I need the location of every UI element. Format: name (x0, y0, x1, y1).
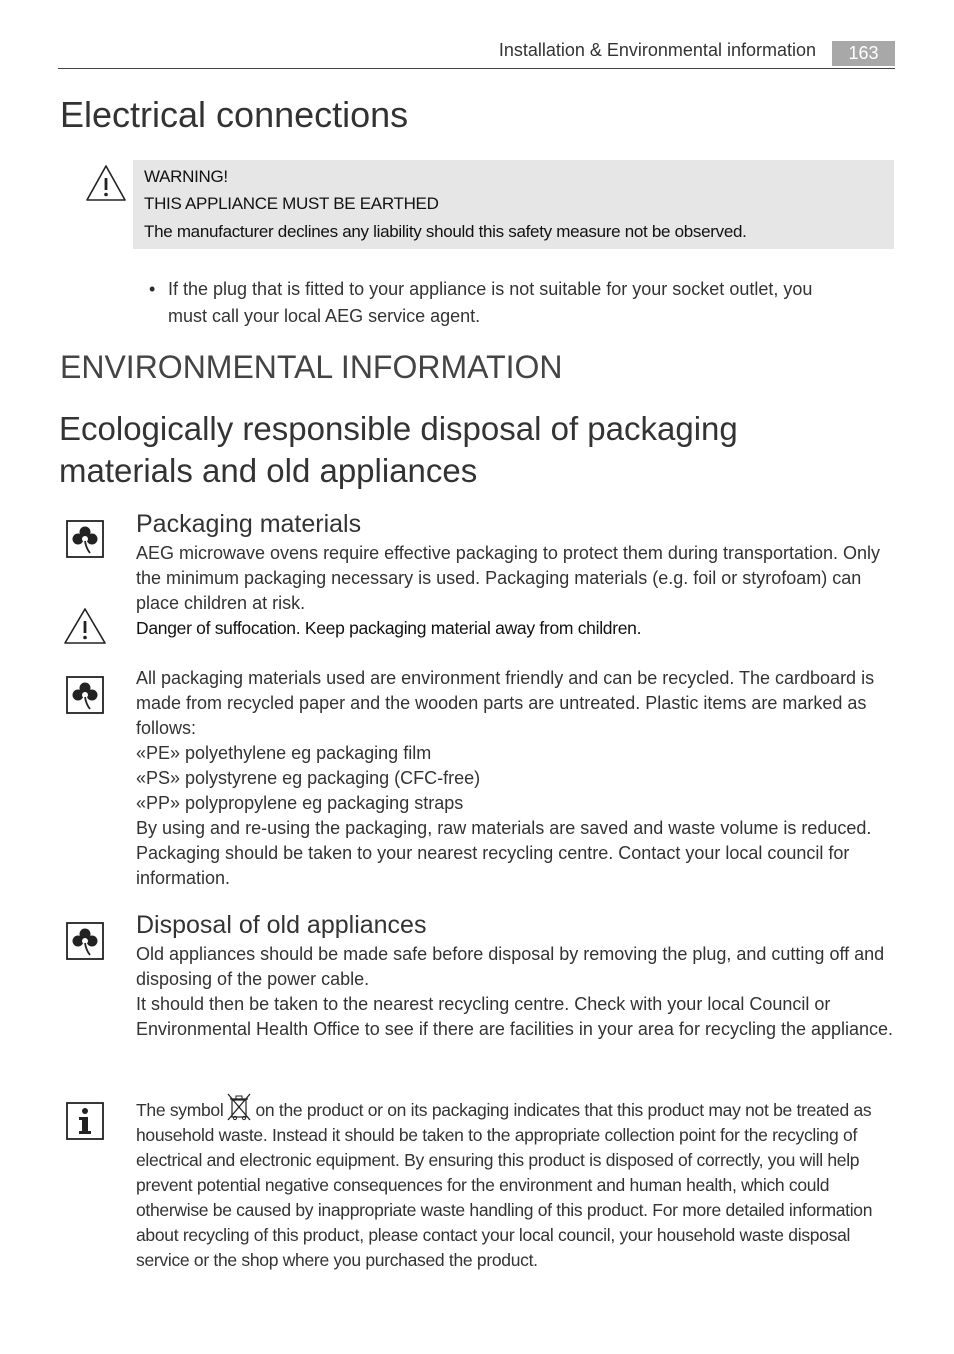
warning-liability: The manufacturer declines any liability should this safety measure not be observed. (144, 222, 747, 241)
electrical-title: Electrical connections (60, 94, 409, 135)
warning-label: WARNING! (144, 167, 228, 186)
running-header: Installation & Environmental information (498, 40, 816, 60)
recycling-pe: «PE» polyethylene eg packaging film (136, 743, 432, 763)
old-appliances-title: Disposal of old appliances (136, 911, 427, 939)
old-appliances-text2: It should then be taken to the nearest recycling centre. Check with your local Council or Environmental Health Office to see if there are facilities in your area for recycling the appliance. (136, 994, 894, 1039)
recycling-pp: «PP» polypropylene eg packaging straps (136, 793, 464, 813)
disposal-subheading: Ecologically responsible disposal of packaging materials and old appliances (59, 410, 738, 489)
recycling-outro: By using and re-using the packaging, raw materials are saved and waste volume is reduced. Packaging should be taken to your nearest recycling centre. Contact your local council for information. (136, 818, 872, 888)
packaging-title: Packaging materials (136, 510, 362, 538)
packaging-text: AEG microwave ovens require effective packaging to protect them during transportation. Only the minimum packaging necessary is used. Packaging materials (e.g. foil or styrofoam) can place children at risk. (136, 543, 881, 613)
warning-triangle-icon (84, 163, 128, 203)
header-rule (58, 68, 895, 69)
recycling-text (136, 666, 896, 891)
old-appliances-text (136, 942, 896, 1042)
clover-leaf-icon (66, 922, 104, 960)
environmental-heading: ENVIRONMENTAL INFORMATION (60, 349, 563, 385)
warning-earthed: THIS APPLIANCE MUST BE EARTHED (144, 194, 439, 213)
weee-text-before: The symbol (136, 1100, 224, 1120)
suffocation-danger: Danger of suffocation. Keep packaging material away from children. (136, 618, 642, 638)
weee-text (136, 1092, 896, 1273)
clover-leaf-icon (66, 520, 104, 558)
recycling-ps: «PS» polystyrene eg packaging (CFC-free) (136, 768, 481, 788)
warning-triangle-icon (62, 606, 108, 646)
crossed-bin-icon (225, 1092, 253, 1122)
page-number: 163 (832, 41, 895, 66)
bullet-dot: • (149, 279, 156, 299)
weee-text-after: on the product or on its packaging indicates that this product may not be treated as household waste. Instead it should be taken to the appropriate collection point for the recycling of electrical and electronic equipment. By ensuring this product is disposed of correctly, you will help prevent potential negative consequences for the environment and human health, which could otherwise be caused by inappropriate waste handling of this product. For more detailed information about recycling of this product, please contact your local council, your household waste disposal service or the shop where you purchased the product. (136, 1100, 873, 1270)
plug-bullet-text: If the plug that is fitted to your appliance is not suitable for your socket outlet, you must call your local AEG service agent. (168, 279, 813, 326)
recycling-intro: All packaging materials used are environment friendly and can be recycled. The cardboard is made from recycled paper and the wooden parts are untreated. Plastic items are marked as follows: (136, 668, 875, 738)
info-icon (66, 1102, 104, 1140)
clover-leaf-icon (66, 676, 104, 714)
old-appliances-text1: Old appliances should be made safe before disposal by removing the plug, and cutting off and disposing of the power cable. (136, 944, 885, 989)
